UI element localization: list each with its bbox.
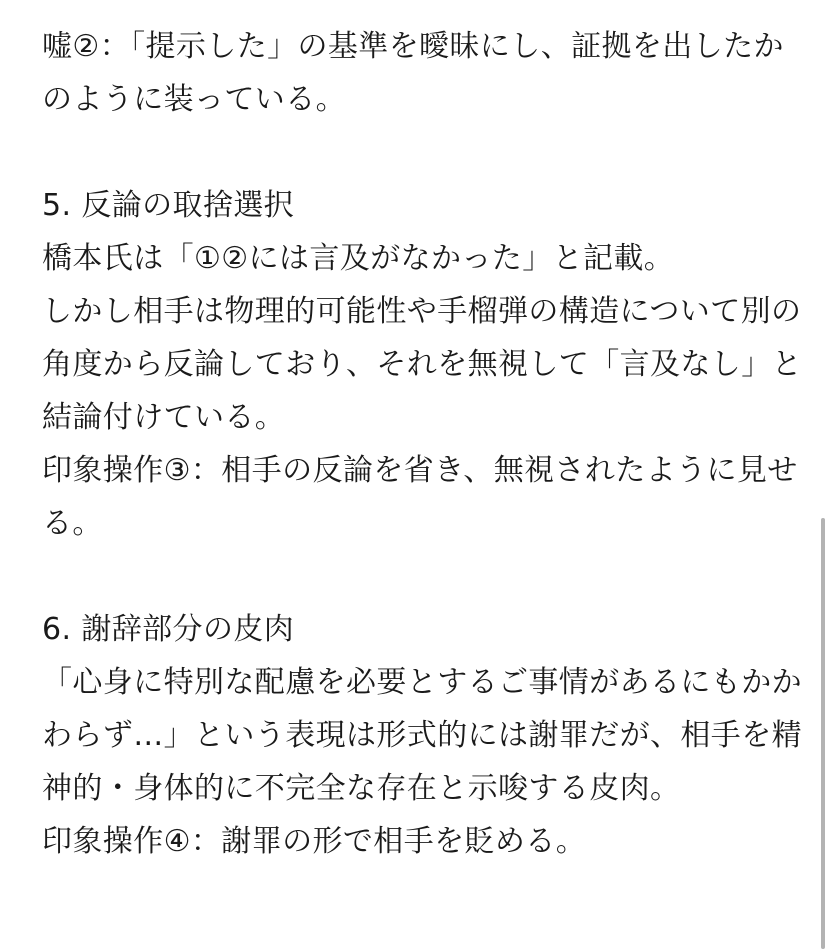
lie-2-paragraph: 嘘②：「提示した」の基準を曖昧にし、証拠を出したかのように装っている。: [42, 29, 784, 117]
vertical-scrollbar[interactable]: [821, 518, 825, 949]
article-body: [42, 20, 802, 868]
paragraph-spacer: [42, 126, 802, 179]
section-6-heading: 6. 謝辞部分の皮肉: [42, 612, 295, 647]
counter-argument-paragraph: しかし相手は物理的可能性や手榴弾の構造について別の角度から反論しており、それを無視して「言及なし」と結論付けている。: [42, 294, 802, 435]
section-5-heading: 5. 反論の取捨選択: [42, 188, 295, 223]
hashimoto-statement: 橋本氏は「①②には言及がなかった」と記載。: [42, 241, 675, 276]
impression-manipulation-4: 印象操作④：謝罪の形で相手を貶める。: [42, 824, 587, 859]
paragraph-spacer: [42, 550, 802, 603]
apology-sarcasm-paragraph: 「心身に特別な配慮を必要とするご事情があるにもかかわらず…」という表現は形式的には謝罪だが、相手を精神的・身体的に不完全な存在と示唆する皮肉。: [42, 665, 802, 806]
impression-manipulation-3: 印象操作③：相手の反論を省き、無視されたように見せる。: [42, 453, 798, 541]
